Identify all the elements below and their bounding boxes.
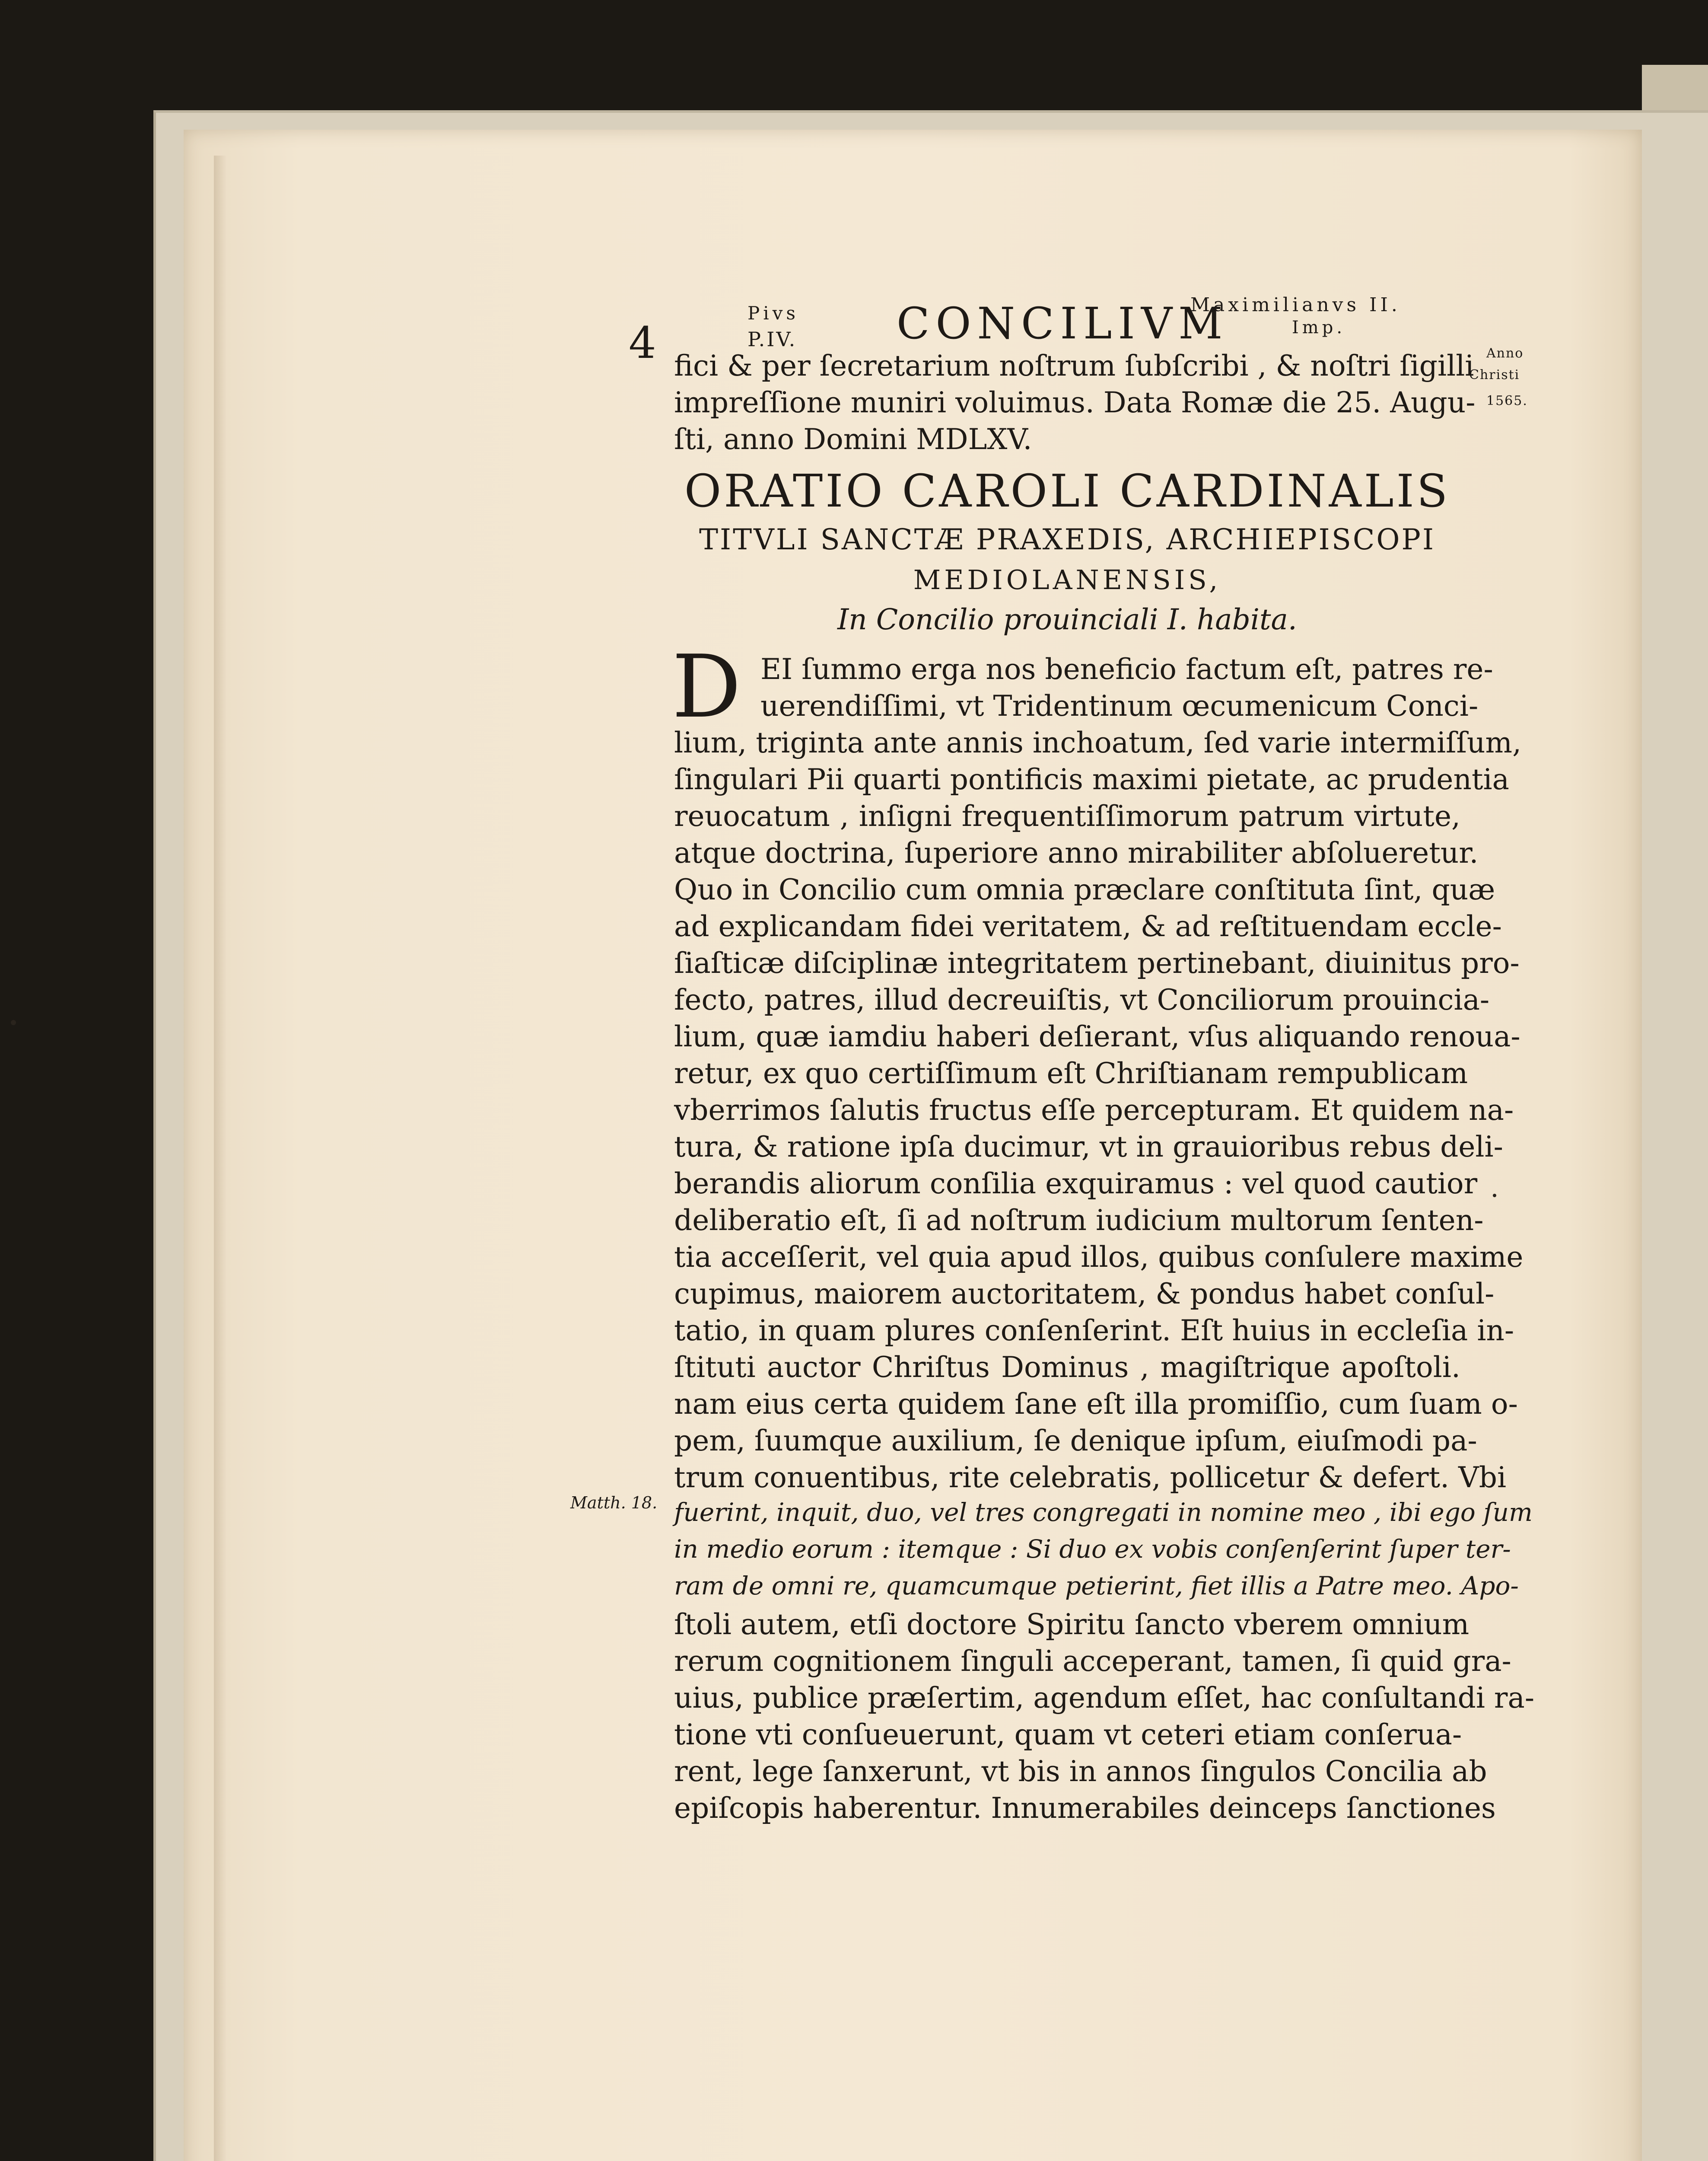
body-line: ſtituti auctor Chriſtus Dominus , magiſtrique apoſtoli.	[674, 1351, 1460, 1384]
page-gutter-shadow	[214, 156, 227, 2161]
side-note-christi: Christi	[1469, 367, 1520, 382]
body-line: vberrimos ſalutis fructus eſſe percepturam. Et quidem na-	[674, 1093, 1514, 1127]
body-line: epiſcopis haberentur. Innumerabiles deinceps ſanctiones	[674, 1791, 1496, 1825]
scripture-quote-line: ram de omni re, quamcumque petierint, fiet illis a Patre meo. Apo-	[674, 1571, 1519, 1600]
intro-line: fici & per ſecretarium noſtrum ſubſcribi , & noſtri ſigilli	[674, 349, 1474, 382]
body-line: ſingulari Pii quarti pontificis maximi pietate, ac prudentia	[674, 763, 1509, 796]
body-line: uius, publice præſertim, agendum eſſet, hac conſultandi ra-	[674, 1681, 1535, 1715]
body-line: reuocatum , inſigni frequentiſſimorum patrum virtute,	[674, 800, 1460, 833]
body-line: ſtoli autem, etſi doctore Spiritu ſancto vberem omnium	[674, 1608, 1469, 1641]
intro-line: impreſſione muniri voluimus. Data Romæ die 25. Augu-	[674, 386, 1476, 419]
oration-title: ORATIO CAROLI CARDINALIS	[684, 465, 1450, 517]
body-line: ad explicandam fidei veritatem, & ad reſtituendam eccle-	[674, 910, 1502, 943]
body-line: tura, & ratione ipſa ducimur, vt in grauioribus rebus deli-	[674, 1130, 1503, 1163]
body-line: retur, ex quo certiſſimum eſt Chriſtianam rempublicam	[674, 1057, 1468, 1090]
body-line: nam eius certa quidem ſane eſt illa promiſſio, cum ſuam o-	[674, 1387, 1518, 1421]
drop-cap: D	[672, 637, 741, 737]
running-head-pope-number: P.IV.	[747, 328, 797, 351]
body-line: ſiaſticæ diſciplinæ integritatem pertinebant, diuinitus pro-	[674, 947, 1520, 980]
intro-line: ſti, anno Domini MDLXV.	[674, 423, 1032, 456]
oration-subtitle: TITVLI SANCTÆ PRAXEDIS, ARCHIEPISCOPI	[699, 523, 1436, 556]
body-line: tione vti conſueuerunt, quam vt ceteri etiam conſerua-	[674, 1718, 1462, 1751]
ink-spot	[11, 1020, 16, 1025]
body-line: tatio, in quam plures conſenſerint. Eſt huius in eccleſia in-	[674, 1314, 1514, 1347]
body-line: berandis aliorum conſilia exquiramus : vel quod cautior	[674, 1167, 1478, 1200]
running-title: CONCILIVM	[897, 298, 1229, 349]
body-line: uerendiſſimi, vt Tridentinum œcumenicum Conci-	[760, 689, 1479, 723]
body-line: cupimus, maiorem auctoritatem, & pondus habet conſul-	[674, 1277, 1495, 1310]
scripture-quote-line: in medio eorum : itemque : Si duo ex vobis conſenſerint ſuper ter-	[674, 1534, 1511, 1564]
body-line: lium, triginta ante annis inchoatum, ſed varie intermiſſum,	[674, 726, 1522, 759]
running-head-emperor-title: Imp.	[1292, 318, 1346, 338]
body-line: rent, lege ſanxerunt, vt bis in annos ſingulos Concilia ab	[674, 1755, 1487, 1788]
body-line: pem, ſuumque auxilium, ſe denique ipſum, eiuſmodi pa-	[674, 1424, 1477, 1457]
body-line: rerum cognitionem ſinguli acceperant, tamen, ſi quid gra-	[674, 1645, 1511, 1678]
page-number: 4	[629, 318, 656, 368]
body-line: EI ſummo erga nos beneficio factum eſt, patres re-	[760, 653, 1493, 686]
body-line: tia acceſſerit, vel quia apud illos, quibus conſulere maxime	[674, 1240, 1524, 1274]
margin-note: Matth. 18.	[570, 1493, 658, 1512]
body-line: lium, quæ iamdiu haberi deſierant, vſus aliquando renoua-	[674, 1020, 1520, 1053]
body-line: Quo in Concilio cum omnia præclare conſtituta ſint, quæ	[674, 873, 1495, 906]
running-head-emperor: Maximilianvs II.	[1190, 294, 1401, 316]
body-line: deliberatio eſt, ſi ad noſtrum iudicium multorum ſenten-	[674, 1204, 1484, 1237]
ink-spot	[1493, 1194, 1496, 1197]
oration-occasion: In Concilio prouinciali I. habita.	[837, 603, 1297, 636]
body-line: atque doctrina, ſuperiore anno mirabiliter abſolueretur.	[674, 836, 1479, 870]
scripture-quote-line: fuerint, inquit, duo, vel tres congregati in nomine meo , ibi ego ſum	[674, 1498, 1533, 1527]
body-line: trum conuentibus, rite celebratis, pollicetur & defert. Vbi	[674, 1461, 1507, 1494]
body-line: fecto, patres, illud decreuiſtis, vt Conciliorum prouincia-	[674, 983, 1490, 1017]
side-note-year: 1565.	[1486, 393, 1528, 408]
running-head-pope: Pivs	[747, 303, 799, 324]
oration-subtitle-see: MEDIOLANENSIS,	[913, 564, 1221, 596]
side-note-year-label: Anno	[1486, 346, 1524, 361]
